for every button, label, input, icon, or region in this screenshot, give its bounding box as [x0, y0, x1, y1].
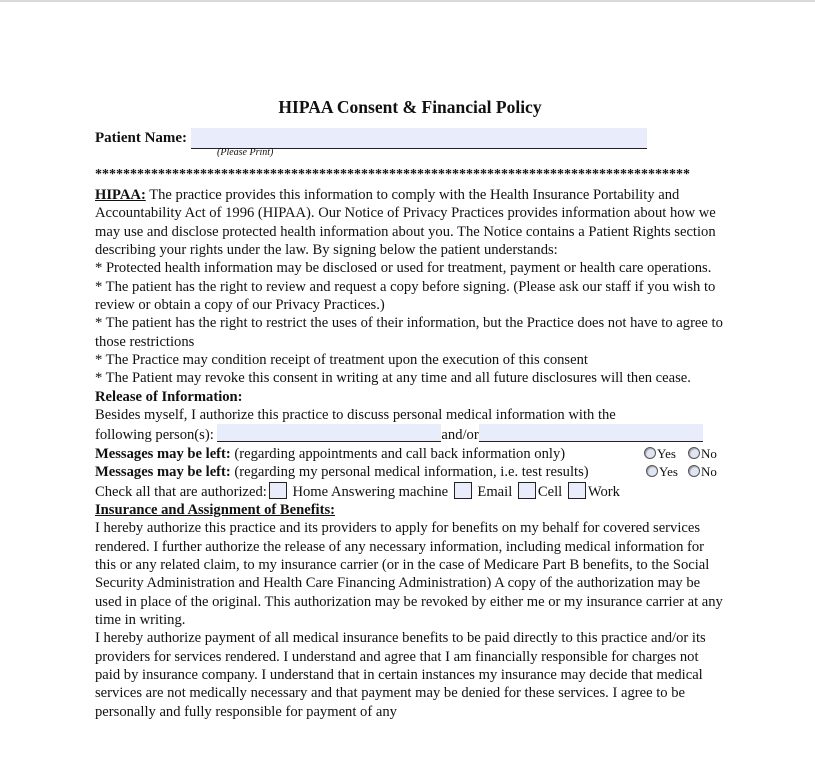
hipaa-intro-text: The practice provides this information to comply with the Health Insurance Portability and Accountability Act of 1996 (HIPAA). Our Notice of Privacy Practices provides information about how we may use and disclose protected health information about you. The Notice contains a Patient Rights section describing your rights under the law. By signing below the patient understands:	[95, 187, 716, 259]
email-label: Email	[473, 483, 516, 500]
home-label: Home Answering machine	[288, 483, 452, 500]
patient-name-label: Patient Name:	[95, 130, 188, 146]
insurance-paragraph-1: I hereby authorize this practice and its providers to apply for benefits on my behalf for covered services rendered. I further authorize the release of any necessary information, including medical information for this or any related claim, to my insurance carrier (or in the case of Medicare Part B benefits, to the Social Security Administration and Health Care Financing Administration) A copy of the authorization may be used in place of the original. This authorization may be revoked by either me or my insurance carrier at any time in writing.	[95, 520, 723, 628]
document-body	[95, 186, 725, 721]
no-label: No	[701, 464, 717, 480]
messages-row-2	[95, 463, 725, 481]
page-title: HIPAA Consent & Financial Policy	[278, 97, 542, 117]
insurance-heading: Insurance and Assignment of Benefits:	[95, 501, 336, 518]
messages-desc: (regarding appointments and call back information only)	[230, 445, 566, 462]
release-text: Besides myself, I authorize this practice to discuss personal medical information with the	[95, 407, 616, 424]
work-label: Work	[587, 483, 620, 500]
release-persons-label: following person(s):	[95, 427, 218, 444]
no-radio-option[interactable]	[688, 445, 717, 463]
messages-label: Messages may be left:	[95, 445, 231, 462]
yes-radio[interactable]	[644, 447, 656, 459]
work-checkbox[interactable]	[568, 482, 586, 499]
authorized-checks-row	[95, 482, 725, 501]
hipaa-bullet: * The patient has the right to review and request a copy before signing. (Please ask our staff if you wish to review or obtain a copy of our Privacy Practices.)	[95, 278, 716, 314]
patient-name-hint: (Please Print)	[217, 147, 274, 158]
no-radio[interactable]	[688, 465, 700, 477]
insurance-paragraph-2: I hereby authorize payment of all medical insurance benefits to be paid directly to this practice and/or its providers for services rendered. I understand and agree that I am financially responsible for charges not paid by insurance company. I understand that in certain instances my insurance may decide that medical services are not medically necessary and that payment may be denied for these services. I agree to be personally and fully responsible for payment of any	[95, 630, 706, 720]
no-radio[interactable]	[688, 447, 700, 459]
home-checkbox[interactable]	[269, 482, 287, 499]
yes-radio-option[interactable]	[646, 463, 678, 481]
yes-label: Yes	[657, 445, 676, 461]
hipaa-bullet: * The patient has the right to restrict the uses of their information, but the Practice does not have to agree to those restrictions	[95, 315, 723, 350]
messages-desc: (regarding my personal medical information, i.e. test results)	[230, 464, 589, 481]
no-label: No	[701, 445, 717, 461]
hipaa-intro	[95, 186, 725, 259]
cell-checkbox[interactable]	[518, 482, 536, 499]
hipaa-bullet: * The Patient may revoke this consent in writing at any time and all future disclosures will then cease.	[95, 370, 691, 387]
page-top-border	[0, 0, 815, 2]
check-all-label: Check all that are authorized:	[95, 483, 267, 500]
yes-radio-option[interactable]	[644, 445, 676, 463]
yes-label: Yes	[659, 464, 678, 480]
no-radio-option[interactable]	[688, 463, 717, 481]
person-1-input[interactable]	[217, 424, 441, 442]
messages-row-1	[95, 445, 725, 463]
release-heading: Release of Information:	[95, 388, 243, 405]
andor-label: and/or	[441, 427, 479, 444]
hipaa-bullet: * The Practice may condition receipt of treatment upon the execution of this consent	[95, 352, 588, 369]
cell-label: Cell	[537, 483, 566, 500]
hipaa-bullet: * Protected health information may be disclosed or used for treatment, payment or health care operations.	[95, 260, 712, 277]
email-checkbox[interactable]	[454, 482, 472, 499]
yes-radio[interactable]	[646, 465, 658, 477]
messages-label: Messages may be left:	[95, 464, 231, 481]
hipaa-heading: HIPAA:	[95, 187, 146, 203]
separator-line: *************************************************************************************	[95, 167, 690, 182]
patient-name-input[interactable]	[191, 128, 647, 149]
release-persons-row	[95, 424, 725, 444]
person-2-input[interactable]	[479, 424, 703, 442]
